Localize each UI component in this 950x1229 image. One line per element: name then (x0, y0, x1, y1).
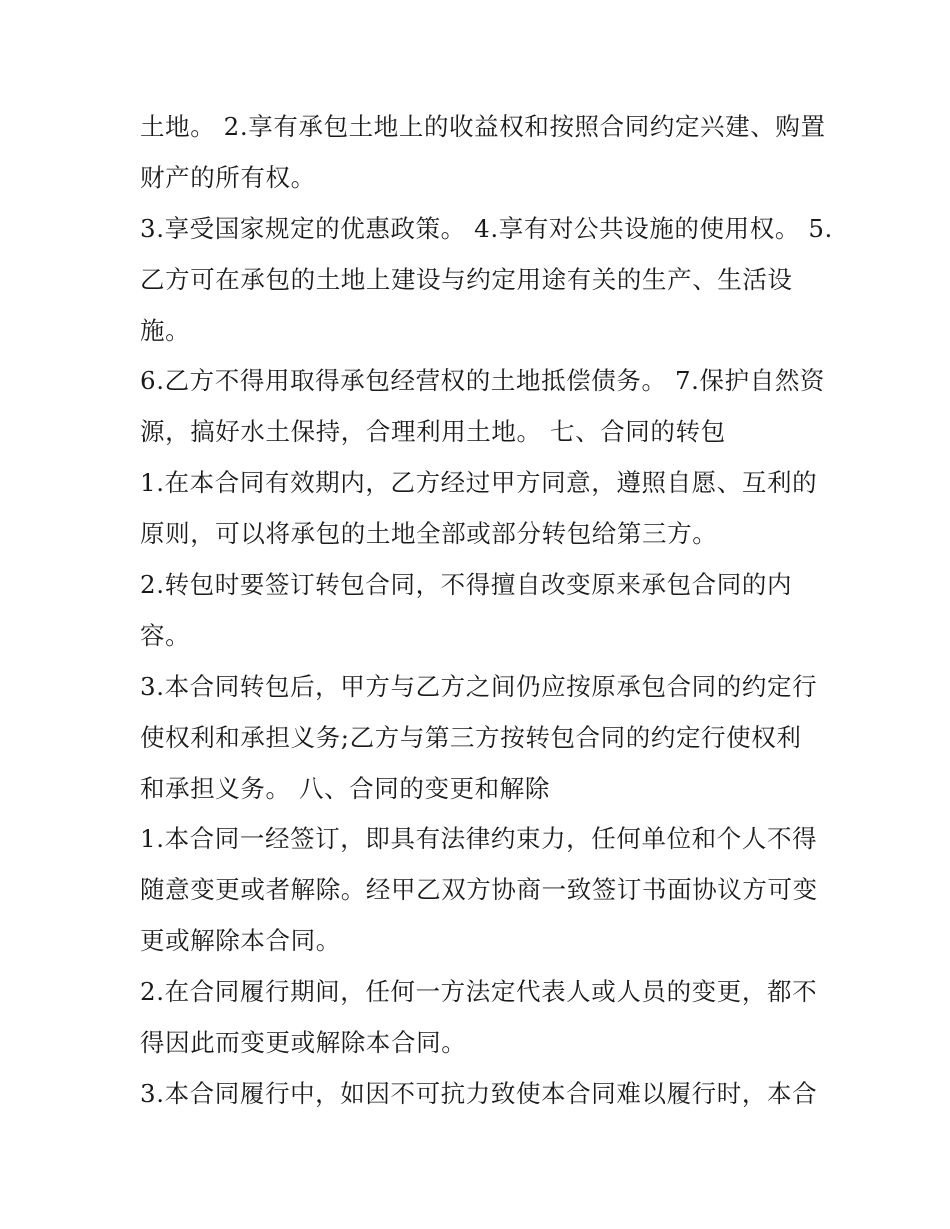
contract-text-body (140, 102, 833, 1120)
text-line-19: 得因此而变更或解除本合同。 (140, 1028, 467, 1058)
text-line-1: 土地。 2.享有承包土地上的收益权和按照合同约定兴建、购置 (140, 112, 826, 141)
text-line-3: 3.享受国家规定的优惠政策。 4.享有对公共设施的使用权。 5. (140, 213, 833, 243)
text-line-17: 更或解除本合同。 (140, 926, 341, 956)
text-line-11: 容。 (140, 620, 191, 650)
text-line-10: 2.转包时要签订转包合同，不得擅自改变原来承包合同的内 (140, 570, 793, 600)
text-line-14: 和承担义务。 八、合同的变更和解除 (140, 773, 550, 803)
text-line-8: 1.在本合同有效期内，乙方经过甲方同意，遵照自愿、互利的 (140, 468, 818, 498)
text-line-5: 施。 (140, 315, 191, 345)
text-line-2: 财产的所有权。 (140, 162, 316, 192)
text-line-6: 6.乙方不得用取得承包经营权的土地抵偿债务。 7.保护自然资 (140, 366, 826, 396)
text-line-16: 随意变更或者解除。经甲乙双方协商一致签订书面协议方可变 (140, 875, 818, 905)
text-line-15: 1.本合同一经签订，即具有法律约束力，任何单位和个人不得 (140, 824, 818, 854)
text-line-12: 3.本合同转包后，甲方与乙方之间仍应按原承包合同的约定行 (140, 671, 818, 701)
text-line-13: 使权利和承担义务;乙方与第三方按转包合同的约定行使权利 (140, 722, 802, 752)
text-line-18: 2.在合同履行期间，任何一方法定代表人或人员的变更，都不 (140, 977, 818, 1007)
text-line-20: 3.本合同履行中，如因不可抗力致使本合同难以履行时，本合 (140, 1078, 818, 1108)
text-line-7: 源，搞好水土保持，合理利用土地。 七、合同的转包 (140, 417, 726, 447)
text-line-9: 原则，可以将承包的土地全部或部分转包给第三方。 (140, 519, 718, 549)
text-line-4: 乙方可在承包的土地上建设与约定用途有关的生产、生活设 (140, 264, 793, 294)
